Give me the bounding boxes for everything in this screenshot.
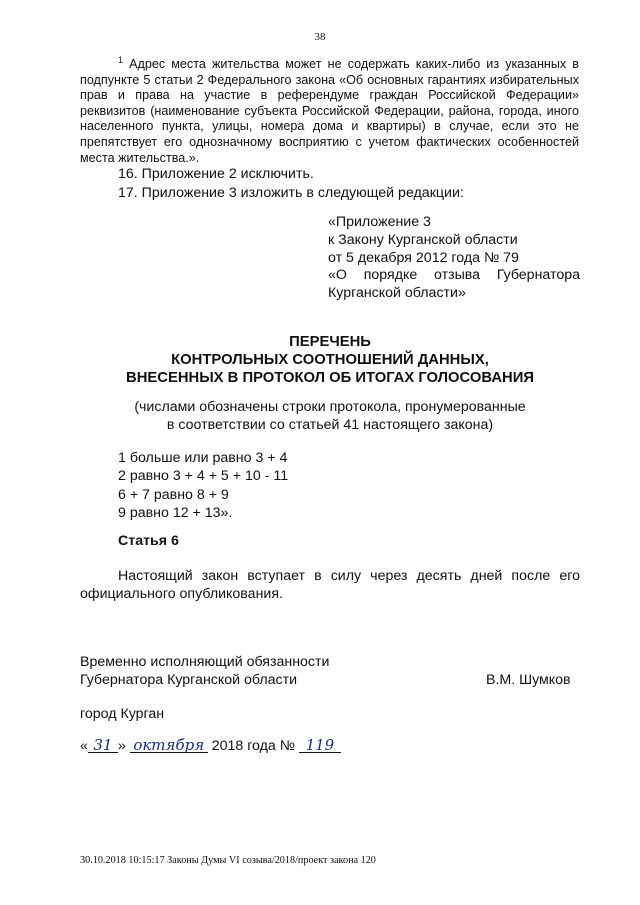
item-17: 17. Приложение 3 изложить в следующей редакции:: [118, 185, 464, 201]
appendix-ref-line: «Приложение 3: [328, 214, 431, 230]
signatory-name: В.М. Шумков: [486, 672, 571, 688]
handwritten-month: октября: [130, 738, 208, 753]
open-quote: «: [80, 738, 88, 754]
relation-line: 9 равно 12 + 13».: [118, 504, 233, 521]
item-16: 16. Приложение 2 исключить.: [118, 166, 314, 182]
heading-subnote: [80, 399, 580, 435]
date-line: [80, 738, 341, 754]
footnote-text: Адрес места жительства может не содержать каких-либо из указанных в подпункте 5 статьи 2 Федерального закона «Об основных гарантиях избирательных прав и права на участие в референдуме граждан Российской Федерации» реквизитов (наименование субъекта Российской Федерации, района, города, иного населенного пункта, улицы, номера дома и квартиры) в случае, если это не препятствует его однозначному восприятию с учетом фактических особенностей места жительства.».: [80, 57, 579, 165]
appendix-ref-line: к Закону Курганской области: [328, 231, 518, 248]
relation-line: 1 больше или равно 3 + 4: [118, 450, 288, 466]
subnote-line: (числами обозначены строки протокола, пронумерованные: [134, 399, 526, 415]
list-heading: [80, 333, 580, 387]
article-text: Настоящий закон вступает в силу через десять дней после его официального опубликования.: [80, 568, 580, 602]
article-heading: Статья 6: [118, 533, 179, 549]
heading-line: ПЕРЕЧЕНЬ: [289, 334, 371, 350]
document-footer: 30.10.2018 10:15:17 Законы Думы VI созыва/2018/проект закона 120: [80, 855, 376, 866]
handwritten-day: 31: [88, 738, 118, 753]
control-relations: [118, 449, 288, 522]
subnote-line: в соответствии со статьей 41 настоящего закона): [166, 416, 494, 433]
handwritten-number: 119: [299, 738, 341, 753]
heading-line: ВНЕСЕННЫХ В ПРОТОКОЛ ОБ ИТОГАХ ГОЛОСОВАНИЯ: [126, 370, 534, 386]
page-number: 38: [314, 31, 326, 43]
relation-line: 2 равно 3 + 4 + 5 + 10 - 11: [118, 468, 289, 485]
relation-line: 6 + 7 равно 8 + 9: [118, 486, 229, 503]
year-text: 2018 года №: [211, 738, 295, 754]
heading-line: КОНТРОЛЬНЫХ СООТНОШЕНИЙ ДАННЫХ,: [171, 352, 489, 368]
appendix-reference: [328, 214, 580, 303]
signatory-title-line: Губернатора Курганской области: [80, 671, 298, 688]
signatory-title: [80, 654, 329, 690]
footnote: [80, 54, 579, 166]
appendix-ref-line: «О порядке отзыва Губернатора Курганской области»: [328, 267, 580, 302]
city: город Курган: [80, 706, 165, 722]
footnote-marker: 1: [118, 54, 124, 65]
appendix-ref-line: от 5 декабря 2012 года № 79: [328, 249, 519, 266]
close-quote: »: [117, 738, 126, 754]
signatory-title-line: Временно исполняющий обязанности: [80, 654, 330, 670]
